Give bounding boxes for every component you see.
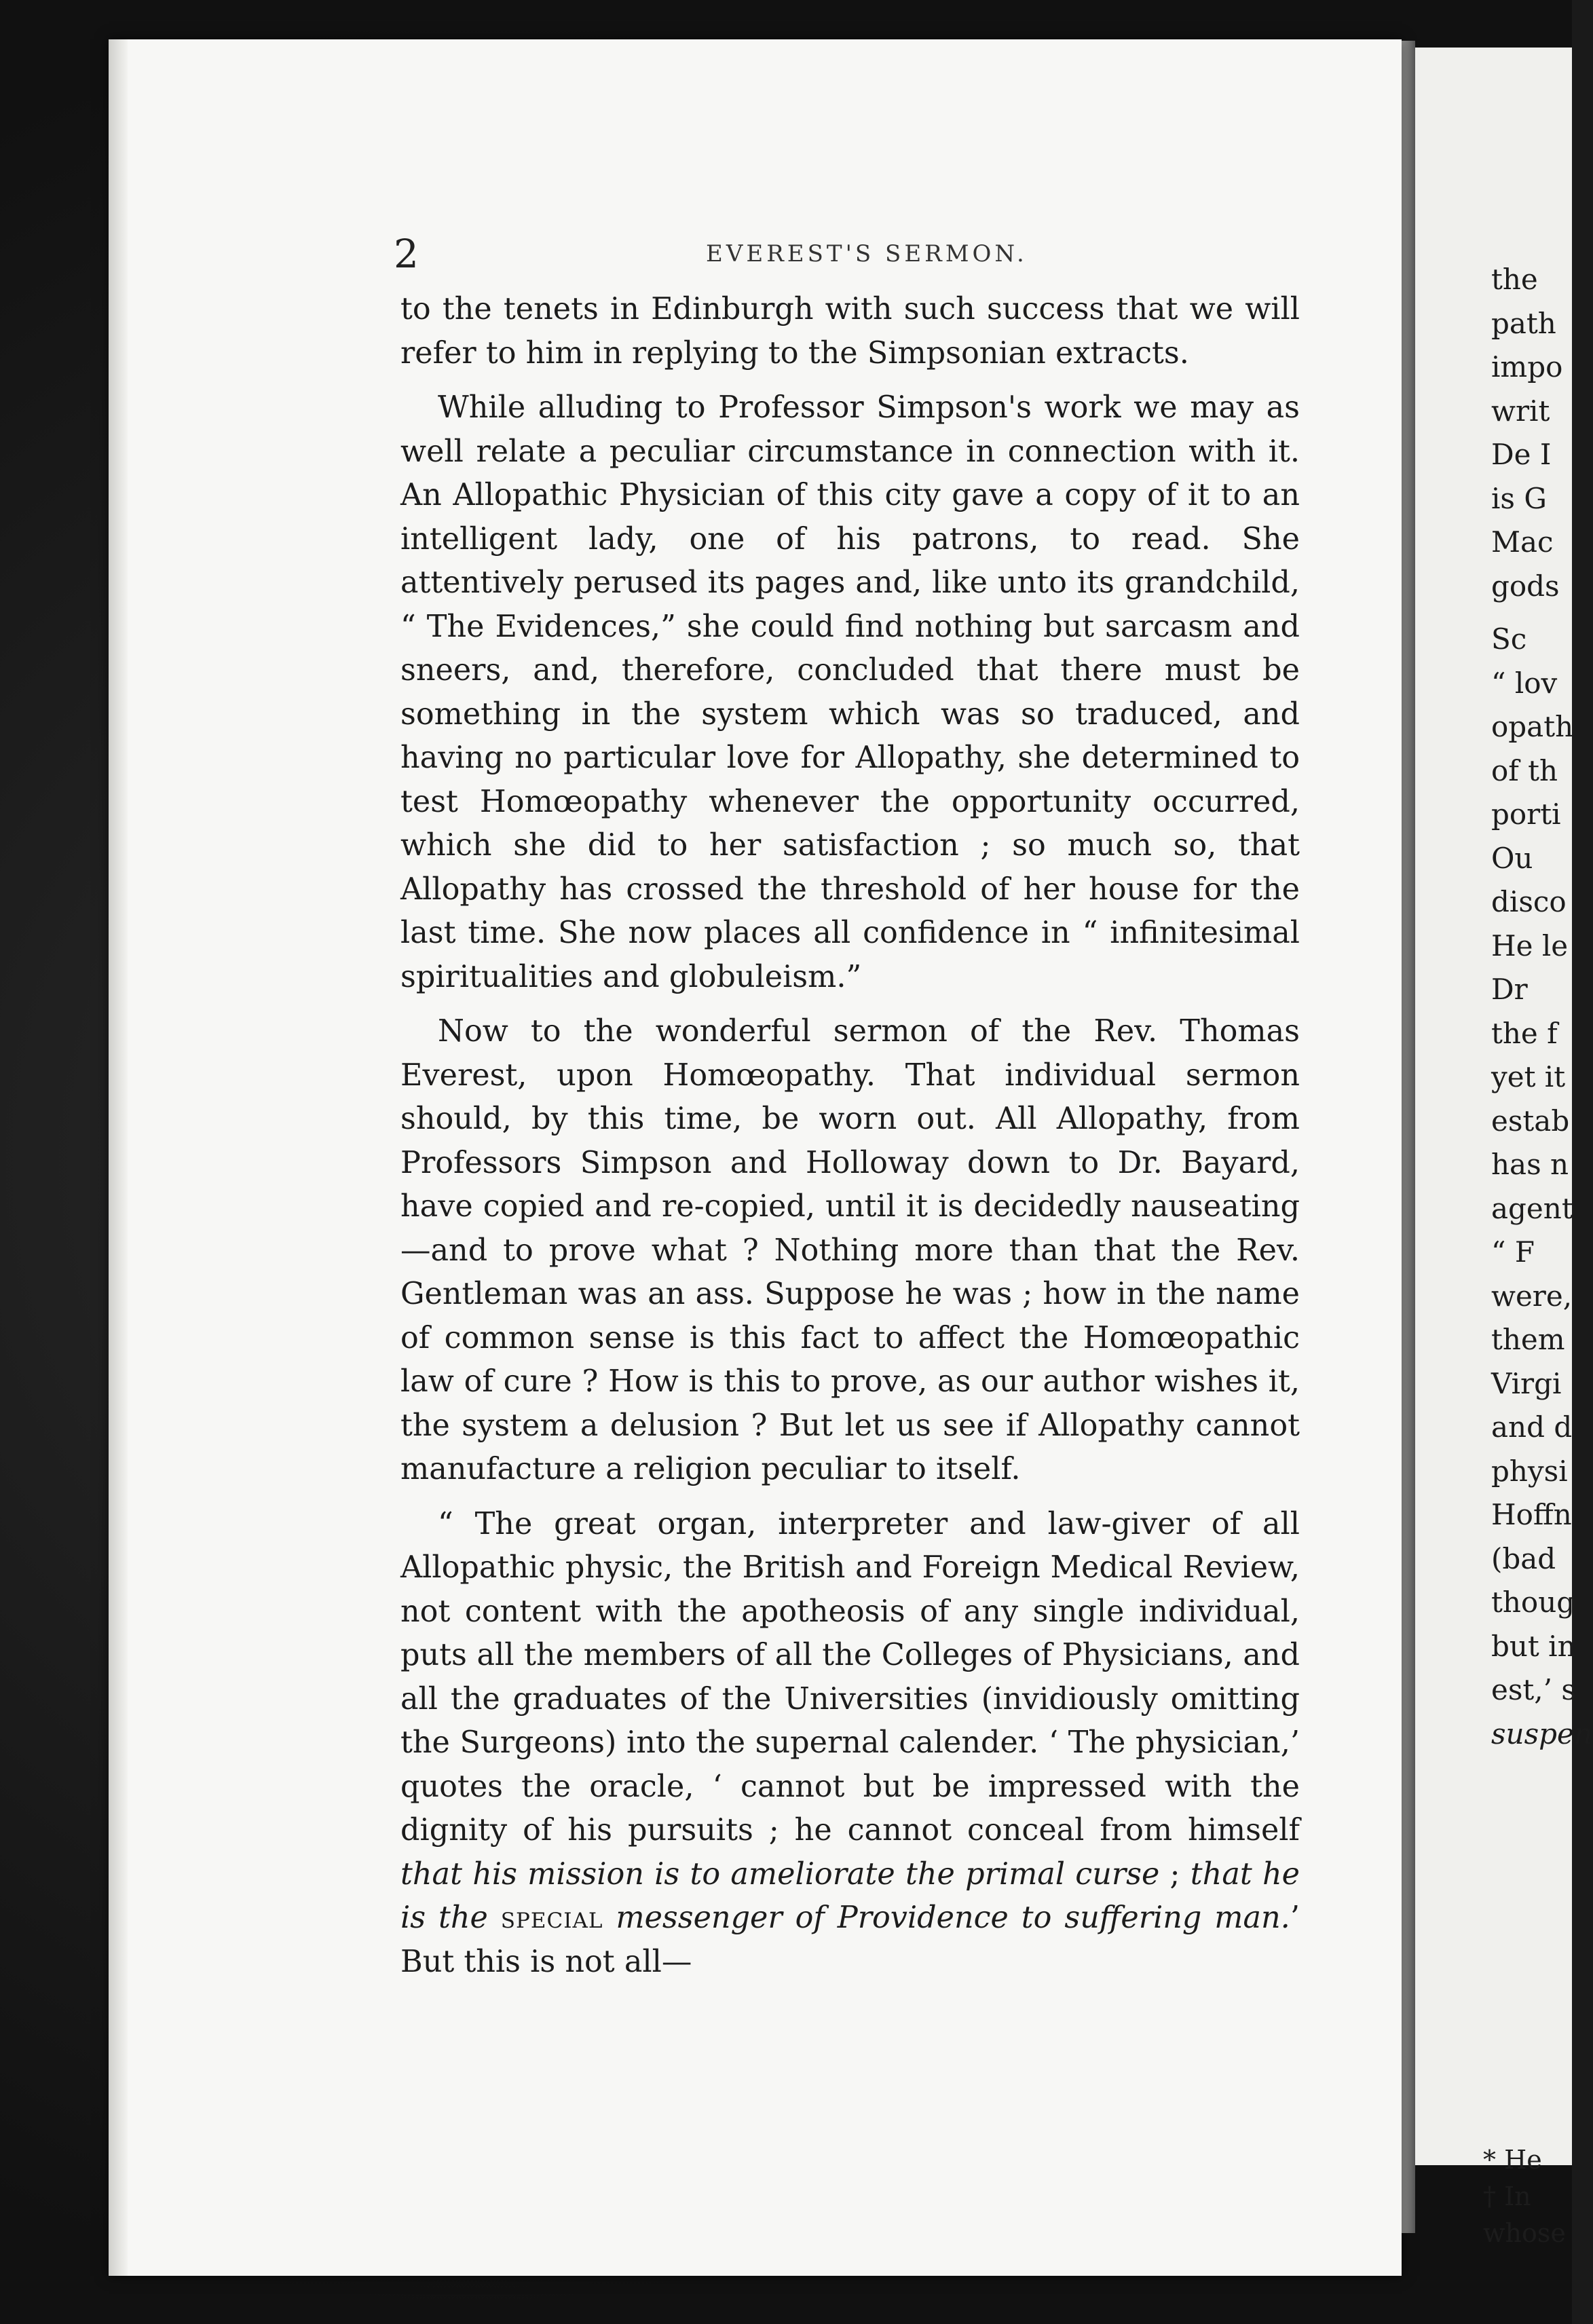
facing-page-line: “ lov: [1491, 666, 1558, 700]
paragraph-4: [400, 1503, 1300, 1985]
quote-text-1: “ The great organ, interpreter and law-giver of all Allopathic physic, the British and Foreign Medical Review, not content with the apotheosis of any single individual, puts all the members of all the Colleges of Physicians, and all the graduates of the Universities (invidiously omitting the Surgeons) into the supernal calender. ‘ The physician,’ quotes the oracle, ‘ cannot but be impressed with the dignity of his pursuits ; he cannot conceal from himself: [400, 1506, 1300, 1848]
facing-page-line: opath: [1491, 710, 1574, 743]
quote-text-3: ’ But this is not all—: [400, 1900, 1300, 1979]
facing-page-line: were,: [1491, 1279, 1573, 1313]
facing-page-line: gods: [1491, 569, 1560, 603]
facing-page-line: [1491, 608, 1593, 618]
quote-small-caps: special: [500, 1900, 603, 1935]
facing-page-line: Ou: [1491, 841, 1533, 875]
facing-page-line: thoug: [1491, 1586, 1575, 1619]
facing-page-line: Virgi: [1491, 1366, 1562, 1400]
facing-page-line: De I: [1491, 438, 1552, 471]
body-text: [400, 288, 1300, 1995]
facing-page-line: Sc: [1491, 622, 1527, 656]
quote-italic-1: that his mission is to ameliorate the primal curse: [400, 1856, 1160, 1892]
facing-page-line: Mac: [1491, 525, 1554, 559]
facing-page-line: has n: [1491, 1148, 1569, 1181]
facing-page-line: agent: [1491, 1191, 1573, 1225]
paragraph-2: While alluding to Professor Simpson's work we may as well relate a peculiar circumstance in connection with it. An Allopathic Physician of this city gave a copy of it to an intelligent lady, one of his patrons, to read. She attentively perused its pages and, like unto its grandchild, “ The Evidences,” she could find nothing but sarcasm and sneers, and, therefore, concluded that there must be something in the system which was so traduced, and having no particular love for Allopathy, she determined to test Homœopathy whenever the opportunity occurred, which she did to her satisfaction ; so much so, that Allopathy has crossed the threshold of her house for the last time. She now places all confidence in “ infinitesimal spiritualities and globuleism.”: [400, 390, 1300, 994]
facing-page-line: porti: [1491, 798, 1561, 831]
facing-page-line: the: [1491, 263, 1538, 296]
running-head: [394, 231, 1303, 285]
facing-page-line: (bad: [1491, 1541, 1556, 1575]
facing-page-line: of th: [1491, 753, 1558, 787]
facing-page-line: is G: [1491, 481, 1547, 515]
facing-page-line: “ F: [1491, 1235, 1535, 1269]
facing-page-text: [1491, 258, 1593, 1756]
facing-page-line: and d: [1491, 1410, 1573, 1444]
facing-page-line: path: [1491, 306, 1556, 340]
facing-page-line: impo: [1491, 350, 1563, 383]
facing-page-line: them: [1491, 1323, 1565, 1356]
facing-page-line: est,’ s: [1491, 1673, 1576, 1706]
facing-page-line: yet it: [1491, 1060, 1566, 1093]
facing-page-line: suspen: [1491, 1717, 1592, 1750]
facing-page-footnote: whose: [1483, 2218, 1566, 2248]
quote-italic-2: that he is the: [400, 1856, 1300, 1935]
facing-page-line: Hoffn: [1491, 1498, 1572, 1531]
facing-page-footnotes: [1483, 2141, 1566, 2251]
facing-page-line: estab: [1491, 1104, 1570, 1138]
facing-page-line: physi: [1491, 1454, 1568, 1488]
paragraph-1: to the tenets in Edinburgh with such success that we will refer to him in replying to the Simpsonian extracts.: [400, 292, 1300, 371]
facing-page-footnote: * He: [1483, 2145, 1542, 2175]
facing-page-line: writ: [1491, 394, 1550, 428]
facing-page-line: the f: [1491, 1016, 1558, 1050]
facing-page-line: He le: [1491, 929, 1569, 962]
paragraph-3: Now to the wonderful sermon of the Rev. Thomas Everest, upon Homœopathy. That individual sermon should, by this time, be worn out. All Allopathy, from Professors Simpson and Holloway down to Dr. Bayard, have copied and re-copied, until it is decidedly nauseating—and to prove what ? Nothing more than that the Rev. Gentleman was an ass. Suppose he was ; how in the name of common sense is this fact to affect the Homœopathic law of cure ? How is this to prove, as our author wishes it, the system a delusion ? But let us see if Allopathy cannot manufacture a religion peculiar to itself.: [400, 1014, 1300, 1486]
facing-page-footnote: † In: [1483, 2181, 1531, 2211]
page-number: 2: [394, 231, 419, 277]
facing-page-line: Dr: [1491, 973, 1528, 1006]
facing-page-line: disco: [1491, 885, 1567, 918]
running-title: EVEREST'S SERMON.: [706, 240, 1028, 267]
quote-italic-3: messenger of Providence to suffering man.: [603, 1900, 1290, 1935]
quote-text-2: ;: [1159, 1856, 1191, 1892]
facing-page-line: but in: [1491, 1629, 1576, 1663]
